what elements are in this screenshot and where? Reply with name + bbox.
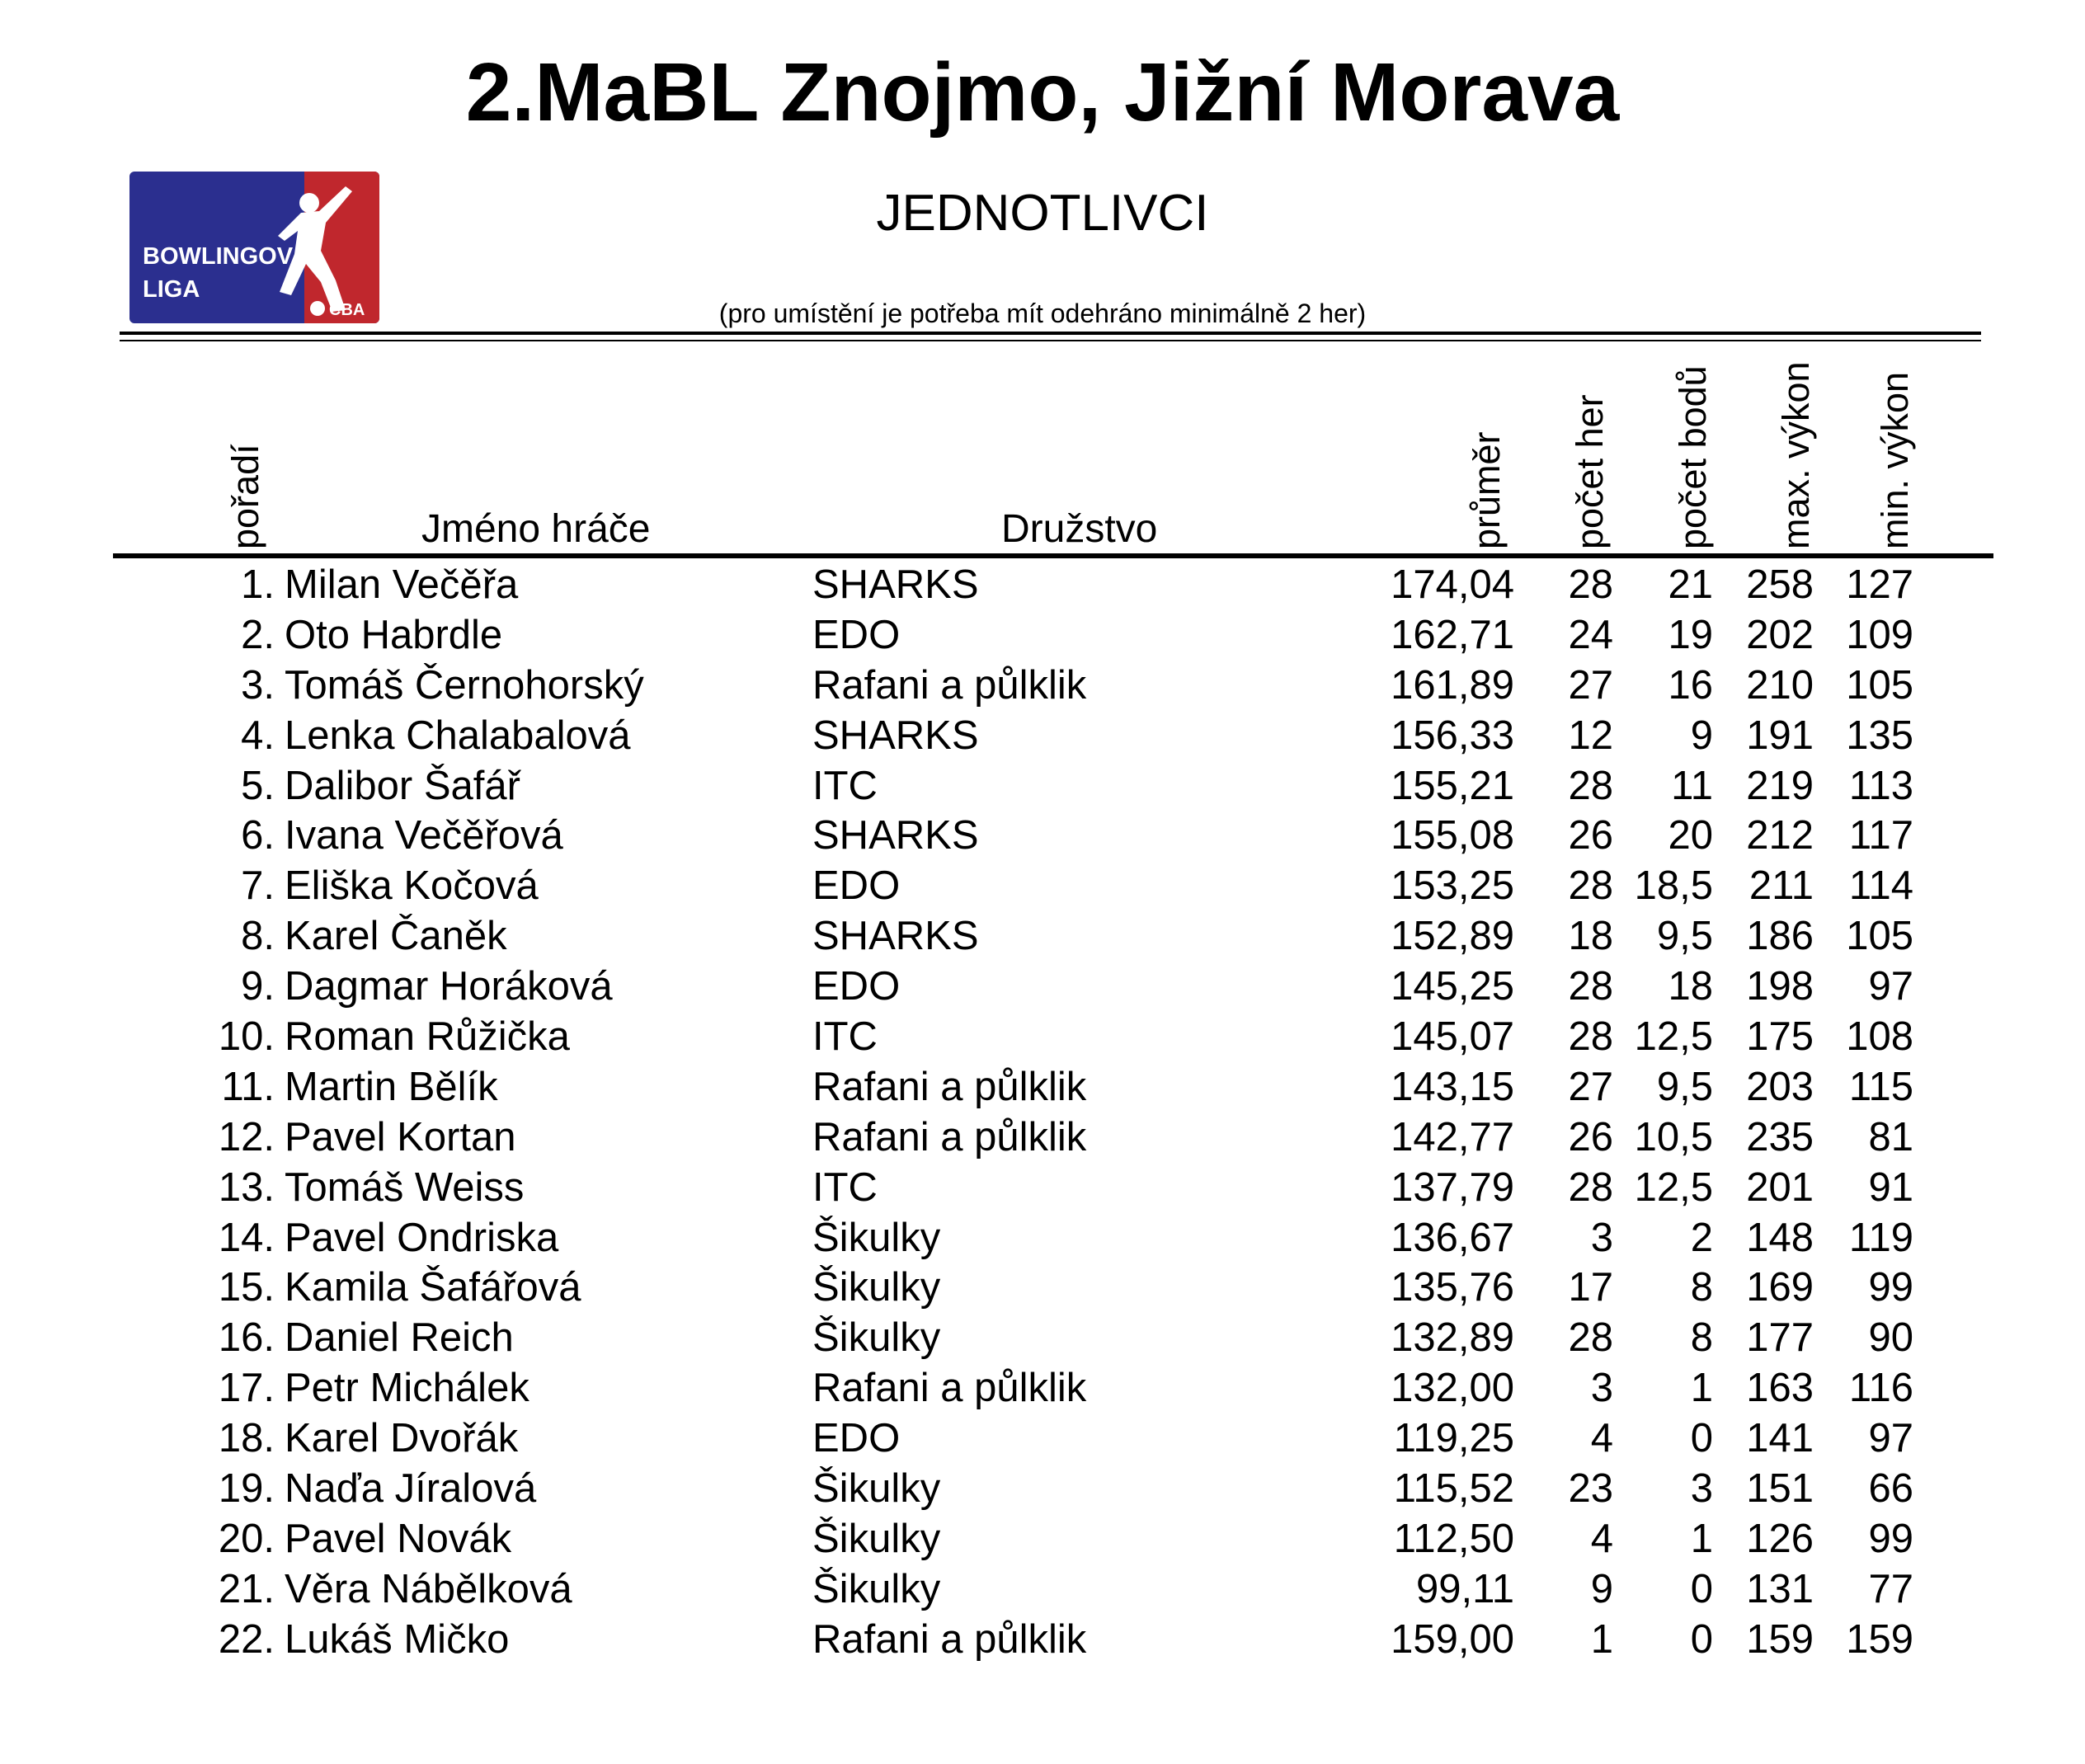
- games-cell: 28: [1568, 562, 1613, 607]
- rank-cell: 16.: [218, 1315, 275, 1361]
- header-rank: pořadí: [224, 444, 266, 549]
- rank-cell: 18.: [218, 1416, 275, 1461]
- player-name-cell: Martin Bělík: [285, 1064, 498, 1109]
- points-cell: 2: [1690, 1215, 1713, 1260]
- player-name-cell: Dagmar Horáková: [285, 964, 613, 1009]
- max-score-cell: 141: [1746, 1416, 1814, 1461]
- min-score-cell: 105: [1846, 914, 1913, 959]
- table-row: [0, 1564, 2085, 1615]
- rank-cell: 5.: [241, 763, 275, 808]
- average-cell: 115,52: [1393, 1466, 1514, 1512]
- team-cell: EDO: [812, 612, 901, 657]
- average-cell: 156,33: [1391, 713, 1514, 758]
- team-cell: Rafani a půlklik: [812, 1064, 1087, 1109]
- average-cell: 155,21: [1391, 763, 1514, 808]
- player-name-cell: Oto Habrdle: [285, 612, 503, 657]
- points-cell: 12,5: [1634, 1164, 1713, 1210]
- points-cell: 11: [1671, 763, 1713, 808]
- average-cell: 155,08: [1391, 813, 1514, 858]
- player-name-cell: Eliška Kočová: [285, 863, 539, 909]
- average-cell: 161,89: [1391, 662, 1514, 708]
- rank-cell: 19.: [218, 1466, 275, 1512]
- top-double-rule-thin: [120, 340, 1981, 341]
- page-title: 2.MaBL Znojmo, Jižní Morava: [465, 46, 1620, 139]
- rank-cell: 7.: [241, 863, 275, 909]
- max-score-cell: 191: [1746, 713, 1814, 758]
- games-cell: 26: [1568, 813, 1613, 858]
- average-cell: 99,11: [1416, 1566, 1514, 1611]
- min-score-cell: 135: [1846, 713, 1913, 758]
- player-name-cell: Naďa Jíralová: [285, 1466, 537, 1512]
- rank-cell: 10.: [218, 1014, 275, 1060]
- team-cell: SHARKS: [812, 813, 979, 858]
- games-cell: 12: [1568, 713, 1613, 758]
- table-row: [0, 1012, 2085, 1062]
- team-cell: ITC: [812, 1164, 878, 1210]
- min-score-cell: 97: [1868, 964, 1913, 1009]
- average-cell: 132,89: [1391, 1315, 1514, 1361]
- header-rule: [113, 553, 1993, 558]
- team-cell: ITC: [812, 1014, 878, 1060]
- team-cell: Šikulky: [812, 1265, 941, 1310]
- team-cell: Šikulky: [812, 1466, 941, 1512]
- team-cell: SHARKS: [812, 914, 979, 959]
- min-score-cell: 99: [1868, 1265, 1913, 1310]
- average-cell: 159,00: [1391, 1616, 1514, 1662]
- team-cell: Rafani a půlklik: [812, 1366, 1087, 1411]
- rank-cell: 21.: [218, 1566, 275, 1611]
- max-score-cell: 198: [1746, 964, 1814, 1009]
- games-cell: 23: [1568, 1466, 1613, 1512]
- table-row: [0, 1313, 2085, 1363]
- player-name-cell: Daniel Reich: [285, 1315, 514, 1361]
- player-name-cell: Pavel Kortan: [285, 1114, 516, 1160]
- table-row: [0, 1163, 2085, 1213]
- team-cell: SHARKS: [812, 713, 979, 758]
- player-name-cell: Petr Michálek: [285, 1366, 529, 1411]
- header-average: průměr: [1466, 431, 1508, 549]
- min-score-cell: 90: [1868, 1315, 1913, 1361]
- table-row: [0, 1414, 2085, 1464]
- games-cell: 24: [1568, 612, 1613, 657]
- table-row: [0, 1112, 2085, 1163]
- rank-cell: 13.: [218, 1164, 275, 1210]
- games-cell: 28: [1568, 964, 1613, 1009]
- max-score-cell: 159: [1746, 1616, 1814, 1662]
- player-name-cell: Roman Růžička: [285, 1014, 570, 1060]
- table-row: [0, 1615, 2085, 1665]
- header-games: počet her: [1569, 394, 1611, 549]
- rank-cell: 20.: [218, 1516, 275, 1561]
- average-cell: 137,79: [1391, 1164, 1514, 1210]
- min-score-cell: 159: [1846, 1616, 1913, 1662]
- average-cell: 152,89: [1391, 914, 1514, 959]
- games-cell: 28: [1568, 1164, 1613, 1210]
- rank-cell: 17.: [218, 1366, 275, 1411]
- team-cell: SHARKS: [812, 562, 979, 607]
- max-score-cell: 177: [1746, 1315, 1814, 1361]
- points-cell: 3: [1690, 1466, 1713, 1512]
- average-cell: 143,15: [1391, 1064, 1514, 1109]
- points-cell: 1: [1690, 1366, 1713, 1411]
- player-name-cell: Karel Dvořák: [285, 1416, 519, 1461]
- player-name-cell: Ivana Večěřová: [285, 813, 563, 858]
- games-cell: 28: [1568, 1014, 1613, 1060]
- player-name-cell: Pavel Ondriska: [285, 1215, 559, 1260]
- points-cell: 9,5: [1656, 1064, 1713, 1109]
- games-cell: 4: [1590, 1516, 1613, 1561]
- points-cell: 9,5: [1656, 914, 1713, 959]
- table-row: [0, 711, 2085, 761]
- games-cell: 27: [1568, 662, 1613, 708]
- rank-cell: 12.: [218, 1114, 275, 1160]
- max-score-cell: 219: [1746, 763, 1814, 808]
- team-cell: Šikulky: [812, 1315, 941, 1361]
- table-row: [0, 1363, 2085, 1414]
- eligibility-note: (pro umístění je potřeba mít odehráno minimálně 2 her): [718, 299, 1367, 328]
- team-cell: ITC: [812, 763, 878, 808]
- team-cell: Šikulky: [812, 1215, 941, 1260]
- max-score-cell: 163: [1746, 1366, 1814, 1411]
- average-cell: 162,71: [1391, 612, 1514, 657]
- bowling-league-logo-icon: [129, 172, 379, 323]
- min-score-cell: 99: [1868, 1516, 1913, 1561]
- logo-line-2: LIGA: [143, 276, 200, 303]
- min-score-cell: 66: [1868, 1466, 1913, 1512]
- min-score-cell: 127: [1846, 562, 1913, 607]
- games-cell: 18: [1568, 914, 1613, 959]
- bowling-ball-icon: [310, 301, 325, 316]
- points-cell: 18: [1668, 964, 1713, 1009]
- table-row: [0, 1213, 2085, 1263]
- average-cell: 112,50: [1393, 1516, 1514, 1561]
- rank-cell: 4.: [241, 713, 275, 758]
- league-logo: [129, 172, 379, 323]
- games-cell: 17: [1568, 1265, 1613, 1310]
- header-name: Jméno hráče: [421, 507, 651, 551]
- points-cell: 8: [1690, 1315, 1713, 1361]
- logo-line-1: BOWLINGOVÁ: [143, 243, 310, 270]
- rank-cell: 14.: [218, 1215, 275, 1260]
- min-score-cell: 115: [1848, 1064, 1913, 1109]
- team-cell: Rafani a půlklik: [812, 1616, 1087, 1662]
- points-cell: 0: [1690, 1566, 1713, 1611]
- team-cell: Rafani a půlklik: [812, 1114, 1087, 1160]
- max-score-cell: 258: [1746, 562, 1814, 607]
- max-score-cell: 203: [1746, 1064, 1814, 1109]
- games-cell: 3: [1590, 1215, 1613, 1260]
- player-name-cell: Tomáš Černohorský: [285, 662, 644, 708]
- average-cell: 136,67: [1391, 1215, 1514, 1260]
- player-name-cell: Dalibor Šafář: [285, 763, 520, 808]
- rank-cell: 11.: [221, 1064, 275, 1109]
- max-score-cell: 148: [1746, 1215, 1814, 1260]
- max-score-cell: 169: [1746, 1265, 1814, 1310]
- header-points: počet bodů: [1672, 365, 1714, 549]
- max-score-cell: 212: [1746, 813, 1814, 858]
- min-score-cell: 119: [1848, 1215, 1913, 1260]
- player-name-cell: Tomáš Weiss: [285, 1164, 525, 1210]
- player-name-cell: Lukáš Mičko: [285, 1616, 510, 1662]
- average-cell: 135,76: [1391, 1265, 1514, 1310]
- max-score-cell: 175: [1746, 1014, 1814, 1060]
- points-cell: 16: [1668, 662, 1713, 708]
- max-score-cell: 186: [1746, 914, 1814, 959]
- average-cell: 145,25: [1391, 964, 1514, 1009]
- team-cell: EDO: [812, 964, 901, 1009]
- header-min: min. výkon: [1874, 371, 1916, 549]
- games-cell: 28: [1568, 763, 1613, 808]
- points-cell: 12,5: [1634, 1014, 1713, 1060]
- games-cell: 4: [1590, 1416, 1613, 1461]
- games-cell: 27: [1568, 1064, 1613, 1109]
- table-row: [0, 610, 2085, 661]
- min-score-cell: 109: [1846, 612, 1913, 657]
- table-row: [0, 661, 2085, 711]
- table-row: [0, 811, 2085, 861]
- page-subtitle: JEDNOTLIVCI: [876, 185, 1209, 242]
- header-team: Družstvo: [1001, 507, 1158, 551]
- points-cell: 20: [1668, 813, 1713, 858]
- top-double-rule-thick: [120, 332, 1981, 335]
- points-cell: 9: [1690, 713, 1713, 758]
- points-cell: 1: [1690, 1516, 1713, 1561]
- max-score-cell: 131: [1746, 1566, 1814, 1611]
- logo-badge: ČBA: [329, 301, 365, 319]
- rank-cell: 6.: [241, 813, 275, 858]
- player-name-cell: Karel Čaněk: [285, 914, 507, 959]
- results-table: [0, 560, 2085, 1665]
- table-row: [0, 962, 2085, 1012]
- average-cell: 119,25: [1393, 1416, 1514, 1461]
- points-cell: 0: [1690, 1416, 1713, 1461]
- rank-cell: 9.: [241, 964, 275, 1009]
- table-row: [0, 761, 2085, 811]
- rank-cell: 15.: [218, 1265, 275, 1310]
- points-cell: 21: [1668, 562, 1713, 607]
- min-score-cell: 114: [1848, 863, 1913, 909]
- header-max: max. výkon: [1775, 361, 1817, 549]
- max-score-cell: 211: [1748, 863, 1814, 909]
- min-score-cell: 77: [1868, 1566, 1913, 1611]
- points-cell: 8: [1690, 1265, 1713, 1310]
- rank-cell: 8.: [241, 914, 275, 959]
- average-cell: 132,00: [1391, 1366, 1514, 1411]
- average-cell: 174,04: [1391, 562, 1514, 607]
- rank-cell: 2.: [241, 612, 275, 657]
- min-score-cell: 116: [1848, 1366, 1913, 1411]
- table-row: [0, 1062, 2085, 1112]
- team-cell: Rafani a půlklik: [812, 662, 1087, 708]
- min-score-cell: 113: [1848, 763, 1913, 808]
- min-score-cell: 97: [1868, 1416, 1913, 1461]
- player-name-cell: Milan Večěřa: [285, 562, 519, 607]
- player-name-cell: Věra Nábělková: [285, 1566, 572, 1611]
- max-score-cell: 126: [1746, 1516, 1814, 1561]
- table-row: [0, 1263, 2085, 1313]
- min-score-cell: 81: [1868, 1114, 1913, 1160]
- min-score-cell: 91: [1868, 1164, 1913, 1210]
- table-row: [0, 560, 2085, 610]
- points-cell: 0: [1690, 1616, 1713, 1662]
- max-score-cell: 202: [1746, 612, 1814, 657]
- games-cell: 28: [1568, 863, 1613, 909]
- average-cell: 145,07: [1391, 1014, 1514, 1060]
- max-score-cell: 210: [1746, 662, 1814, 708]
- team-cell: Šikulky: [812, 1516, 941, 1561]
- team-cell: EDO: [812, 1416, 901, 1461]
- games-cell: 28: [1568, 1315, 1613, 1361]
- points-cell: 18,5: [1634, 863, 1713, 909]
- team-cell: EDO: [812, 863, 901, 909]
- min-score-cell: 105: [1846, 662, 1913, 708]
- table-row: [0, 861, 2085, 911]
- table-row: [0, 911, 2085, 962]
- games-cell: 26: [1568, 1114, 1613, 1160]
- table-row: [0, 1464, 2085, 1514]
- player-name-cell: Pavel Novák: [285, 1516, 512, 1561]
- team-cell: Šikulky: [812, 1566, 941, 1611]
- rank-cell: 3.: [241, 662, 275, 708]
- player-name-cell: Lenka Chalabalová: [285, 713, 631, 758]
- table-row: [0, 1514, 2085, 1564]
- points-cell: 19: [1668, 612, 1713, 657]
- games-cell: 9: [1590, 1566, 1613, 1611]
- rank-cell: 22.: [218, 1616, 275, 1662]
- average-cell: 153,25: [1391, 863, 1514, 909]
- min-score-cell: 117: [1848, 813, 1913, 858]
- average-cell: 142,77: [1391, 1114, 1514, 1160]
- games-cell: 1: [1590, 1616, 1613, 1662]
- rank-cell: 1.: [241, 562, 275, 607]
- games-cell: 3: [1590, 1366, 1613, 1411]
- max-score-cell: 235: [1746, 1114, 1814, 1160]
- points-cell: 10,5: [1634, 1114, 1713, 1160]
- min-score-cell: 108: [1846, 1014, 1913, 1060]
- player-name-cell: Kamila Šafářová: [285, 1265, 581, 1310]
- max-score-cell: 151: [1746, 1466, 1814, 1512]
- max-score-cell: 201: [1746, 1164, 1814, 1210]
